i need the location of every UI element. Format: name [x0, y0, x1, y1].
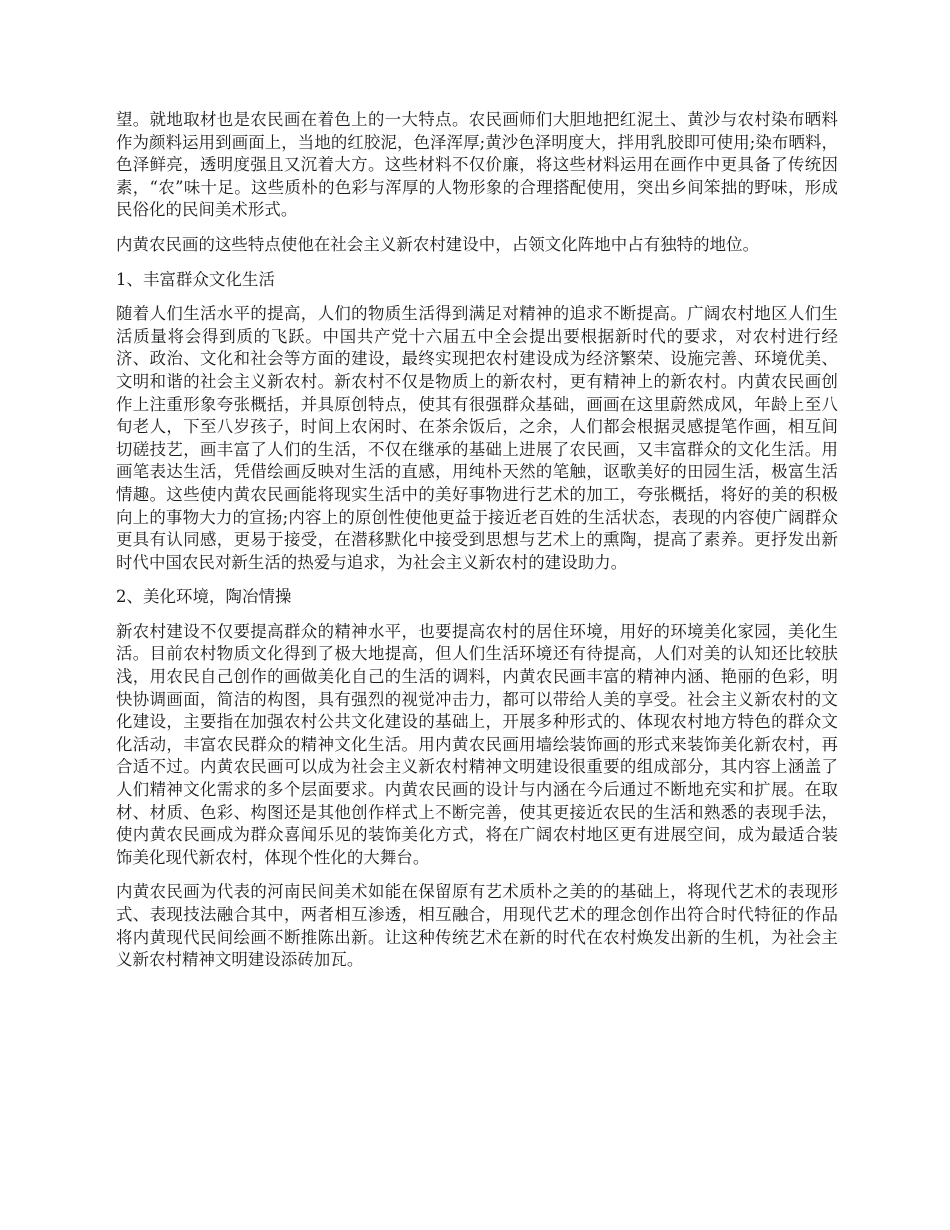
- paragraph-coloring-materials: 望。就地取材也是农民画在着色上的一大特点。农民画师们大胆地把红泥土、黄沙与农村染布晒料作为颜料运用到画面上，当地的红胶泥，色泽浑厚;黄沙色泽明度大，拌用乳胶即可使用;染布晒料，色泽鲜亮，透明度强且又沉着大方。这些材料不仅价廉，将这些材料运用在画作中更具备了传统因素，“农”味十足。这些质朴的色彩与浑厚的人物形象的合理搭配使用，突出乡间笨拙的野味，形成民俗化的民间美术形式。: [116, 110, 838, 220]
- section-heading-1: 1、丰富群众文化生活: [116, 269, 275, 289]
- document-body: [116, 109, 838, 984]
- paragraph-enrich-culture: 随着人们生活水平的提高，人们的物质生活得到满足对精神的追求不断提高。广阔农村地区人们生活质量将会得到质的飞跃。中国共产党十六届五中全会提出要根据新时代的要求，对农村进行经济、政治、文化和社会等方面的建设，最终实现把农村建设成为经济繁荣、设施完善、环境优美、文明和谐的社会主义新农村。新农村不仅是物质上的新农村，更有精神上的新农村。内黄农民画创作上注重形象夸张概括，并具原创特点，使其有很强群众基础，画画在这里蔚然成风，年龄上至八旬老人，下至八岁孩子，时间上农闲时、在茶余饭后，之余，人们都会根据灵感提笔作画，相互间切磋技艺，画丰富了人们的生活，不仅在继承的基础上进展了农民画，又丰富群众的文化生活。用画笔表达生活，凭借绘画反映对生活的直感，用纯朴天然的笔触，讴歌美好的田园生活，极富生活情趣。这些使内黄农民画能将现实生活中的美好事物进行艺术的加工，夸张概括，将好的美的积极向上的事物大力的宣扬;内容上的原创性使他更益于接近老百姓的生活状态，表现的内容使广阔群众更具有认同感，更易于接受，在潜移默化中接受到思想与艺术上的熏陶，提高了素养。更抒发出新时代中国农民对新生活的热爱与追求，为社会主义新农村的建设助力。: [116, 304, 838, 572]
- paragraph-conclusion: 内黄农民画为代表的河南民间美术如能在保留原有艺术质朴之美的的基础上，将现代艺术的表现形式、表现技法融合其中，两者相互渗透，相互融合，用现代艺术的理念创作出符合时代特征的作品将内黄现代民间绘画不断推陈出新。让这种传统艺术在新的时代在农村焕发出新的生机，为社会主义新农村精神文明建设添砖加瓦。: [116, 882, 838, 970]
- section-heading-2: 2、美化环境，陶冶情操: [116, 587, 292, 607]
- paragraph-beautify-environment: 新农村建设不仅要提高群众的精神水平，也要提高农村的居住环境，用好的环境美化家园，美化生活。目前农村物质文化得到了极大地提高，但人们生活环境还有待提高，人们对美的认知还比较肤浅，用农民自己创作的画做美化自己的生活的调料，内黄农民画丰富的精神内涵、艳丽的色彩，明快协调画面，简洁的构图，具有强烈的视觉冲击力，都可以带给人美的享受。社会主义新农村的文化建设，主要指在加强农村公共文化建设的基础上，开展多种形式的、体现农村地方特色的群众文化活动，丰富农民群众的精神文化生活。用内黄农民画用墙绘装饰画的形式来装饰美化新农村，再合适不过。内黄农民画可以成为社会主义新农村精神文明建设很重要的组成部分，其内容上涵盖了人们精神文化需求的多个层面要求。内黄农民画的设计与内涵在今后通过不断地充实和扩展。在取材、材质、色彩、构图还是其他创作样式上不断完善，使其更接近农民的生活和熟悉的表现手法，使内黄农民画成为群众喜闻乐见的装饰美化方式，将在广阔农村地区更有进展空间，成为最适合装饰美化现代新农村，体现个性化的大舞台。: [116, 621, 838, 867]
- paragraph-status-summary: 内黄农民画的这些特点使他在社会主义新农村建设中，占领文化阵地中占有独特的地位。: [116, 234, 760, 254]
